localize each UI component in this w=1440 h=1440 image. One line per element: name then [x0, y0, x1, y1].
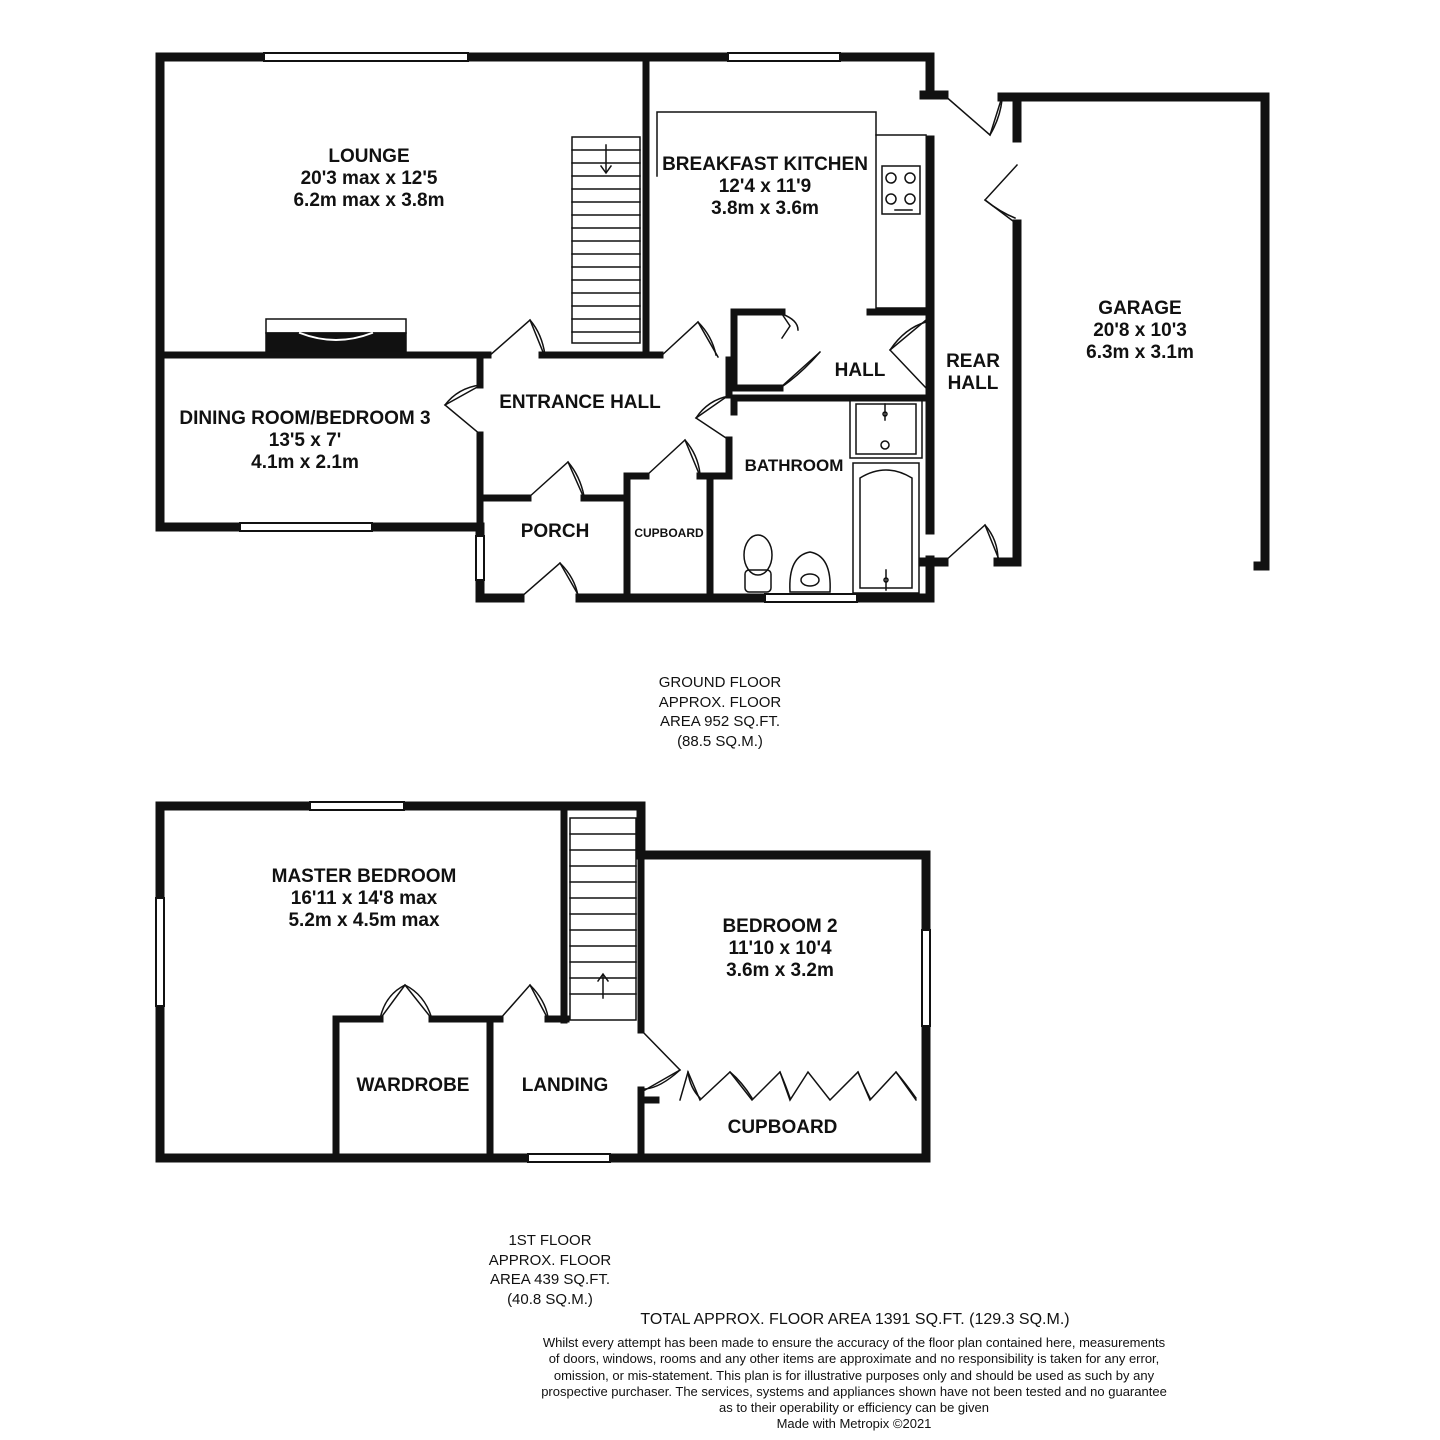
disclaimer	[480, 1335, 1228, 1433]
disclaimer-line4: prospective purchaser. The services, systems and appliances shown have not been tested and no guarantee	[541, 1383, 1167, 1399]
wardrobe-label	[340, 1075, 486, 1097]
dining-room-metric: 4.1m x 2.1m	[251, 451, 359, 473]
dining-room-imperial: 13'5 x 7'	[268, 429, 342, 451]
garage-imperial: 20'8 x 10'3	[1093, 319, 1187, 341]
master-bedroom-metric: 5.2m x 4.5m max	[288, 909, 440, 931]
garage-label	[1060, 298, 1220, 364]
garage-name: GARAGE	[1098, 298, 1182, 319]
landing-name: LANDING	[521, 1075, 609, 1096]
hall-label	[820, 360, 900, 382]
bathroom-label	[735, 456, 853, 476]
bedroom2-imperial: 11'10 x 10'4	[728, 937, 832, 959]
rear-hall-label	[932, 351, 1014, 395]
disclaimer-line1: Whilst every attempt has been made to ensure the accuracy of the floor plan contained here, measurements	[542, 1335, 1166, 1350]
ground-floor-area-line4: (88.5 SQ.M.)	[677, 732, 763, 750]
first-floor-area-line4: (40.8 SQ.M.)	[507, 1290, 593, 1308]
fireplace	[266, 319, 406, 351]
bedroom2-name: BEDROOM 2	[722, 916, 838, 937]
disclaimer-line5: as to their operability or efficiency can be given	[718, 1400, 990, 1415]
lounge-name: LOUNGE	[328, 146, 410, 167]
lounge-metric: 6.2m max x 3.8m	[293, 189, 445, 211]
first-cupboard-name: CUPBOARD	[727, 1117, 838, 1138]
breakfast-kitchen-imperial: 12'4 x 11'9	[718, 175, 812, 197]
ground-floor-area	[620, 673, 820, 751]
lounge-imperial: 20'3 max x 12'5	[300, 167, 438, 189]
ground-interior-walls	[165, 62, 926, 596]
disclaimer-line2: of doors, windows, rooms and any other items are approximate and no responsibility is taken for any error,	[548, 1351, 1160, 1367]
rear-hall-line1: REAR	[946, 351, 1000, 372]
first-cupboard-label	[715, 1117, 850, 1139]
hall-name: HALL	[834, 360, 886, 381]
master-bedroom-label	[244, 866, 484, 932]
first-floor-area-line2: APPROX. FLOOR	[488, 1251, 612, 1269]
breakfast-kitchen-name: BREAKFAST KITCHEN	[662, 154, 868, 175]
entrance-hall-label	[485, 392, 675, 414]
garage-metric: 6.3m x 3.1m	[1086, 341, 1194, 363]
ground-floor-area-line3: AREA 952 SQ.FT.	[659, 713, 781, 730]
ground-outer-walls	[160, 57, 944, 598]
entrance-hall-name: ENTRANCE HALL	[499, 392, 661, 413]
first-outer-walls	[160, 806, 926, 1158]
first-floor-area-line3: AREA 439 SQ.FT.	[489, 1271, 611, 1288]
bathroom-name: BATHROOM	[744, 456, 844, 475]
porch-name: PORCH	[520, 521, 590, 542]
ground-cupboard-name: CUPBOARD	[634, 526, 704, 540]
breakfast-kitchen-metric: 3.8m x 3.6m	[711, 197, 819, 219]
master-bedroom-imperial: 16'11 x 14'8 max	[290, 887, 438, 909]
first-floor-area-line1: 1ST FLOOR	[508, 1232, 592, 1249]
first-interior-walls	[336, 810, 656, 1155]
ground-cupboard-label	[629, 527, 709, 541]
total-floor-area: TOTAL APPROX. FLOOR AREA 1391 SQ.FT. (129.3 SQ.M.)	[640, 1311, 1070, 1328]
metropix-credit: Made with Metropix ©2021	[776, 1416, 932, 1432]
landing-label	[505, 1075, 625, 1097]
first-floor-area	[450, 1231, 650, 1309]
master-bedroom-name: MASTER BEDROOM	[271, 866, 457, 887]
first-floor-plan	[156, 802, 930, 1162]
bedroom2-label	[700, 916, 860, 982]
rear-hall-line2: HALL	[947, 372, 999, 394]
bathroom-fittings	[744, 398, 922, 593]
dining-room-name: DINING ROOM/BEDROOM 3	[179, 408, 431, 429]
first-stairs	[570, 818, 636, 1020]
ground-windows	[240, 53, 857, 602]
bedroom2-metric: 3.6m x 3.2m	[726, 959, 834, 981]
breakfast-kitchen-label	[645, 154, 885, 220]
wardrobe-name: WARDROBE	[356, 1075, 470, 1096]
porch-label	[505, 521, 605, 543]
ground-stairs	[572, 137, 640, 343]
lounge-label	[254, 146, 484, 212]
disclaimer-line3: omission, or mis-statement. This plan is for illustrative purposes only and should be used as such by any	[553, 1367, 1155, 1383]
ground-floor-area-line2: APPROX. FLOOR	[658, 693, 782, 711]
ground-floor-area-line1: GROUND FLOOR	[658, 674, 782, 691]
dining-room-label	[165, 408, 445, 474]
